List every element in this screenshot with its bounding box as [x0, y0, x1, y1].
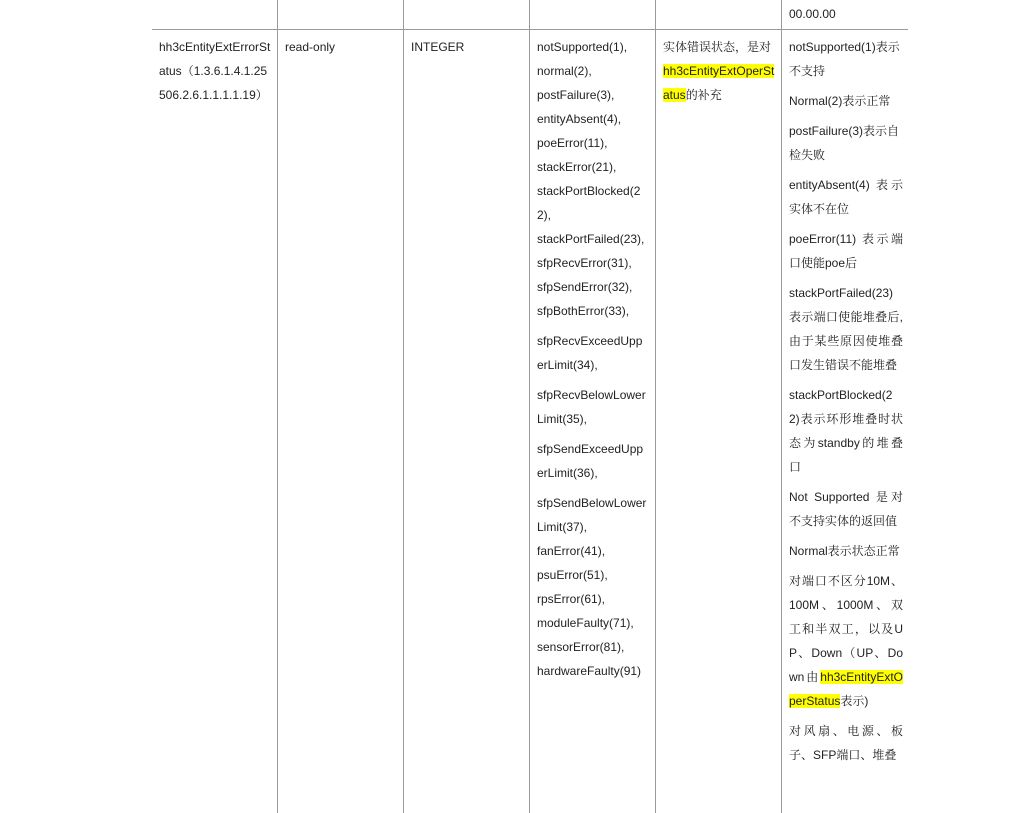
description-suffix: 的补充 [685, 88, 722, 102]
description-cell [663, 35, 775, 107]
object-name-cell [159, 35, 273, 107]
value-item: sfpRecvBelowLowerLimit(35), [537, 388, 646, 426]
description-prefix: 实体错误状态，是对 [663, 40, 772, 54]
prev-row-remark-tail: 00.00.00 [789, 7, 836, 21]
remark-item: notSupported(1)表示不支持 [789, 40, 900, 78]
column-divider [781, 0, 782, 813]
remark-item: Normal(2)表示正常 [789, 94, 891, 108]
syntax-cell [411, 35, 523, 59]
column-divider [529, 0, 530, 813]
value-item: sfpRecvExceedUpperLimit(34), [537, 334, 643, 372]
value-item: stackPortFailed(23), [537, 232, 645, 246]
remark-highlight: hh3cEntityExtOperStatus [789, 670, 903, 708]
value-item: notSupported(1), [537, 40, 628, 54]
syntax-value: INTEGER [411, 40, 465, 54]
value-item: hardwareFaulty(91) [537, 664, 642, 678]
remark-item [789, 569, 903, 713]
remark-item: 对风扇、电源、板子、SFP端口、堆叠 [789, 724, 903, 762]
remark-suffix: 表示) [840, 694, 869, 708]
remark-item: entityAbsent(4) 表示实体不在位 [789, 178, 903, 216]
value-item: sfpBothError(33), [537, 304, 630, 318]
value-item: fanError(41), [537, 544, 606, 558]
value-item: sensorError(81), [537, 640, 625, 654]
object-oid: （1.3.6.1.4.1.25506.2.6.1.1.1.1.19） [159, 64, 268, 102]
remark-item: stackPortFailed(23) 表示端口使能堆叠后,由于某些原因使堆叠口发生错误不能堆叠 [789, 286, 903, 372]
value-item: entityAbsent(4), [537, 112, 622, 126]
remarks-cell [789, 35, 903, 773]
column-divider [655, 0, 656, 813]
value-list-cell [537, 35, 649, 683]
remark-item: Normal表示状态正常 [789, 544, 900, 558]
value-item: rpsError(61), [537, 592, 606, 606]
remark-item: postFailure(3)表示自检失败 [789, 124, 900, 162]
value-item: psuError(51), [537, 568, 608, 582]
description-highlight: hh3cEntityExtOperStatus [663, 64, 775, 102]
value-item: sfpSendError(32), [537, 280, 633, 294]
column-divider [403, 0, 404, 813]
value-item: poeError(11), [537, 136, 608, 150]
access-value: read-only [285, 40, 336, 54]
access-cell [285, 35, 397, 59]
value-item: stackError(21), [537, 160, 617, 174]
remark-item: poeError(11) 表示端口使能poe后 [789, 232, 903, 270]
value-item: sfpRecvError(31), [537, 256, 632, 270]
object-name: hh3cEntityExtErrorStatus [159, 40, 271, 78]
remark-prefix: 对端口不区分10M、100M、1000M、双工和半双工，以及UP、Down（UP、Down由 [789, 574, 903, 684]
value-item: postFailure(3), [537, 88, 615, 102]
value-item: stackPortBlocked(22), [537, 184, 641, 222]
remark-item: Not Supported 是对不支持实体的返回值 [789, 490, 903, 528]
value-item: normal(2), [537, 64, 592, 78]
value-item: sfpSendExceedUpperLimit(36), [537, 442, 644, 480]
value-item: moduleFaulty(71), [537, 616, 634, 630]
value-item: sfpSendBelowLowerLimit(37), [537, 496, 647, 534]
column-divider [277, 0, 278, 813]
row-divider [152, 29, 908, 30]
remark-item: stackPortBlocked(22)表示环形堆叠时状态为standby的堆叠口 [789, 388, 903, 474]
